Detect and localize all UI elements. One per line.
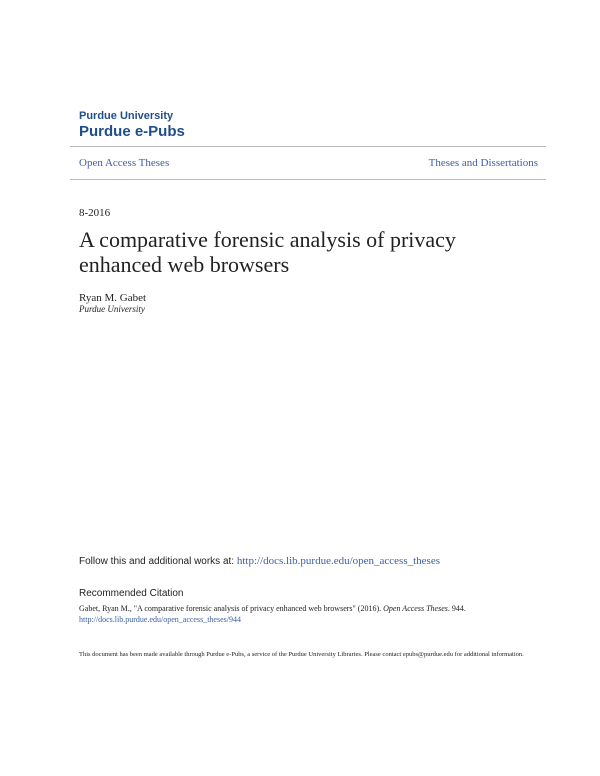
availability-notice: This document has been made available through Purdue e-Pubs, a service of the Purdue University Libraries. Please contact epubs@purdue.edu for additional information.	[79, 651, 524, 658]
header-divider-top	[70, 146, 546, 147]
citation-prefix: Gabet, Ryan M., "A comparative forensic analysis of privacy enhanced web browsers" (2016).	[79, 604, 384, 613]
follow-line	[79, 555, 440, 567]
author-name: Ryan M. Gabet	[79, 292, 147, 304]
recommended-citation-heading: Recommended Citation	[79, 588, 184, 599]
header-divider-bottom	[70, 179, 546, 180]
repository-name: Purdue e-Pubs	[79, 123, 185, 140]
document-title: A comparative forensic analysis of privacy enhanced web browsers	[79, 227, 456, 277]
citation-text	[79, 603, 539, 625]
follow-label: Follow this and additional works at:	[79, 556, 237, 567]
author-affiliation: Purdue University	[79, 304, 145, 314]
collection-url-link[interactable]: http://docs.lib.purdue.edu/open_access_theses	[236, 555, 441, 567]
institution-name: Purdue University	[79, 110, 174, 122]
citation-journal: Open Access Theses	[383, 604, 448, 613]
citation-suffix: . 944.	[447, 604, 466, 613]
theses-and-dissertations-link[interactable]: Theses and Dissertations	[428, 157, 538, 169]
citation-url-link[interactable]: http://docs.lib.purdue.edu/open_access_theses/944	[79, 615, 241, 624]
open-access-theses-link[interactable]: Open Access Theses	[79, 157, 170, 169]
publication-date: 8-2016	[79, 207, 111, 219]
